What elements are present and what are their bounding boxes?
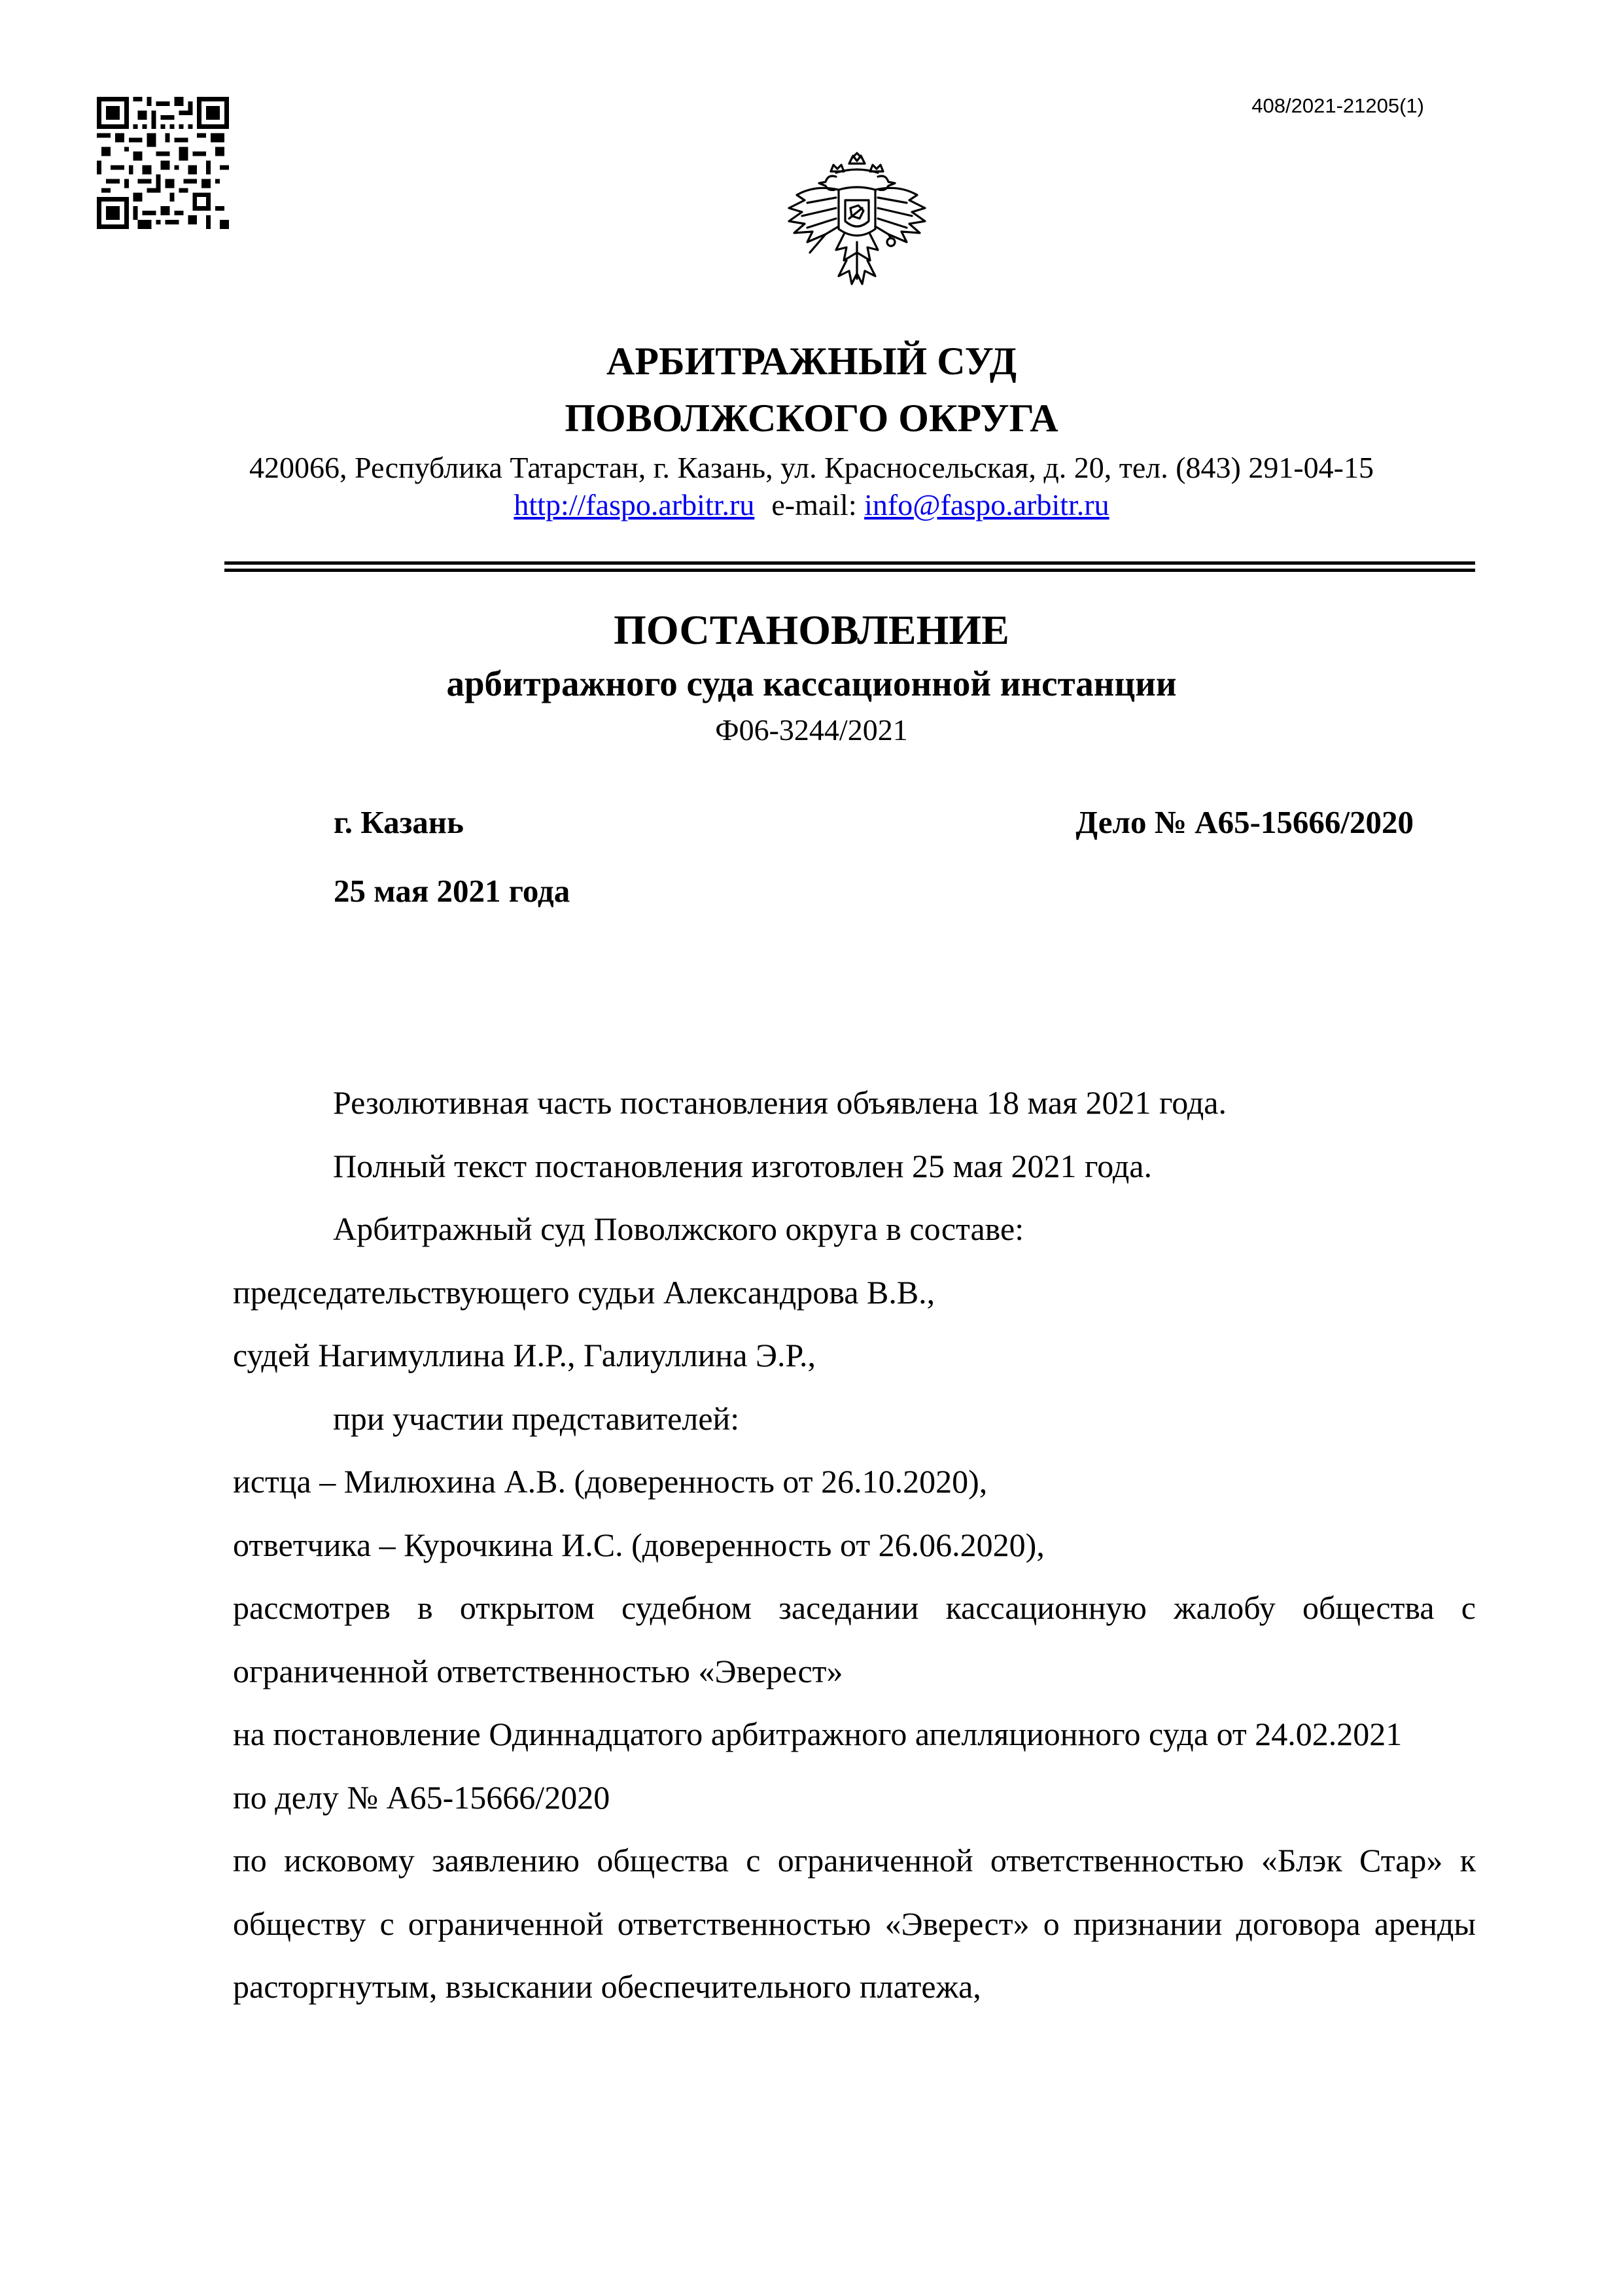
city: г. Казань	[334, 804, 464, 840]
document-body	[233, 1071, 1476, 2019]
email-label: e-mail:	[771, 488, 857, 521]
paragraph: председательствующего судьи Александрова В.В.,	[233, 1273, 935, 1311]
case-number: Дело № А65-15666/2020	[1075, 804, 1414, 840]
court-address: 420066, Республика Татарстан, г. Казань, ул. Красносельская, д. 20, тел. (843) 291-04-15	[249, 451, 1374, 484]
court-contacts	[0, 490, 1623, 520]
paragraph: истца – Милюхина А.В. (доверенность от 26.10.2020),	[233, 1463, 988, 1500]
header-divider-top	[224, 561, 1475, 565]
paragraph: при участии представителей:	[333, 1400, 740, 1437]
document-title: ПОСТАНОВЛЕНИЕ	[614, 607, 1009, 653]
qr-code	[97, 97, 229, 229]
court-name-line-1: АРБИТРАЖНЫЙ СУД	[606, 340, 1017, 383]
paragraph: по делу № А65-15666/2020	[233, 1778, 610, 1816]
coat-of-arms-emblem	[778, 150, 935, 291]
paragraph: Арбитражный суд Поволжского округа в составе:	[333, 1210, 1024, 1247]
document-subtitle: арбитражного суда кассационной инстанции	[446, 663, 1177, 703]
paragraph: судей Нагимуллина И.Р., Галиуллина Э.Р.,	[233, 1337, 816, 1373]
document-number: Ф06-3244/2021	[715, 713, 908, 747]
paragraph: Полный текст постановления изготовлен 25 мая 2021 года.	[333, 1147, 1152, 1184]
paragraph: по исковому заявлению общества с ограниченной ответственностью «Блэк Стар» к обществу с ограниченной ответственностью «Эверест» о признании договора аренды расторгнутым, взыскании обеспечительного платежа,	[233, 1842, 1476, 2005]
paragraph: Резолютивная часть постановления объявлена 18 мая 2021 года.	[333, 1084, 1227, 1121]
document-date: 25 мая 2021 года	[334, 873, 570, 909]
court-name-line-2: ПОВОЛЖСКОГО ОКРУГА	[565, 397, 1058, 440]
header-divider-bottom	[224, 569, 1475, 572]
paragraph: рассмотрев в открытом судебном заседании кассационную жалобу общества с ограниченной ответственностью «Эверест»	[233, 1589, 1476, 1689]
paragraph: ответчика – Курочкина И.С. (доверенность от 26.06.2020),	[233, 1526, 1045, 1563]
paragraph: на постановление Одиннадцатого арбитражного апелляционного суда от 24.02.2021	[233, 1716, 1403, 1752]
email-link[interactable]: info@faspo.arbitr.ru	[864, 488, 1109, 521]
website-link[interactable]: http://faspo.arbitr.ru	[514, 488, 755, 521]
document-id: 408/2021-21205(1)	[1251, 94, 1424, 117]
